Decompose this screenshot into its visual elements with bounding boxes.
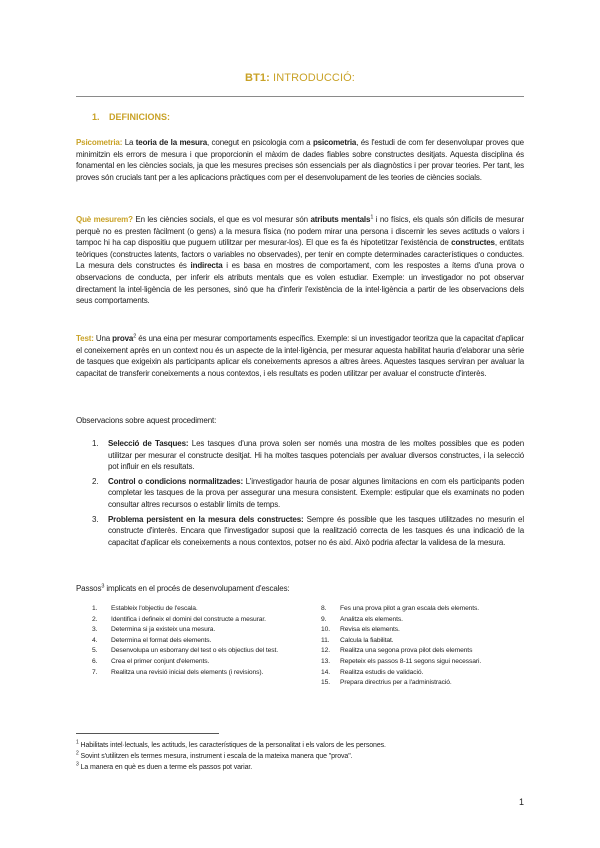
section-number: 1. xyxy=(92,112,100,122)
page-title-text: INTRODUCCIÓ: xyxy=(269,72,355,84)
step-item xyxy=(321,668,526,679)
step-item xyxy=(321,604,526,615)
step-number: 13. xyxy=(321,657,330,665)
step-text: Estableix l'objectiu de l'escala. xyxy=(111,605,198,612)
step-number: 12. xyxy=(321,647,330,655)
passos-intro xyxy=(76,583,524,595)
footnote-text: Habilitats intel·lectuals, les actituds, les característiques de la personalitat i els valors de les persones. xyxy=(78,742,386,749)
text-run: , és l'estudi de com fer desenvolupar proves que minimitzin els errors de mesura i que proporcionin el màxim de dades fiables sobre constructes desitjats. Aquesta disciplina és fonamental en les ciències socials, ja que les mesures precises són essencials per als diagnòstics i per provar teories. Per tant, les proves són crucials tant per a les aplicacions pràctiques com per el desenvolupament de les teories de ciències socials. xyxy=(76,138,524,182)
bold-run: teoria de la mesura xyxy=(135,138,208,147)
step-number: 4. xyxy=(92,636,98,644)
step-item xyxy=(321,646,526,657)
section-title: DEFINICIONS: xyxy=(109,112,171,122)
page-title-code: BT1: xyxy=(245,72,270,84)
step-item xyxy=(321,615,526,626)
step-item xyxy=(92,646,297,657)
text-run: La xyxy=(122,138,136,147)
step-text: Determina si ja existeix una mesura. xyxy=(111,626,216,634)
list-item-number: 2. xyxy=(92,476,99,486)
step-item xyxy=(92,657,297,668)
bold-run: atributs mentals xyxy=(310,215,371,224)
step-text: Repeteix els passos 8-11 segons sigui necessari. xyxy=(340,657,482,665)
step-text: Fes una prova pilot a gran escala dels elements. xyxy=(340,605,480,612)
step-number: 7. xyxy=(92,668,98,676)
observacions-list xyxy=(92,438,524,551)
step-number: 2. xyxy=(92,615,98,623)
bold-run: psicometria xyxy=(312,138,357,147)
footnote xyxy=(76,762,524,773)
footnote xyxy=(76,740,524,751)
paragraph-que-mesurem xyxy=(76,214,524,307)
step-item xyxy=(92,604,297,615)
step-item xyxy=(92,625,297,636)
title-divider xyxy=(76,96,524,97)
step-text: Revisa els elements. xyxy=(340,626,400,634)
text-run: Passos xyxy=(76,584,102,593)
step-number: 8. xyxy=(321,605,327,612)
list-item-title: Selecció de Tasques: xyxy=(108,439,189,448)
step-item xyxy=(321,657,526,668)
bold-run: indirecta xyxy=(190,261,223,271)
list-item-text: Sempre és possible que les tasques utilitzades no mesurin el constructe d'interès. Encara que l'investigador suposi que la realització correcta de les tasques és una indicació de la capacitat d'aplicar els coneixements a nous contextos, potser no és així. Això podria afectar la validesa de la mesura. xyxy=(108,514,524,547)
text-run: Una xyxy=(93,334,113,343)
term-que-mesurem: Què mesurem? xyxy=(76,215,133,224)
footnote xyxy=(76,751,524,762)
step-number: 6. xyxy=(92,657,98,665)
step-text: Realitza una revisió inicial dels elements (i revisions). xyxy=(111,668,264,676)
step-text: Determina el format dels elements. xyxy=(111,636,212,644)
footnote-text: La manera en què es duen a terme els passos pot variar. xyxy=(78,764,253,771)
step-number: 9. xyxy=(321,615,327,623)
bold-run: prova xyxy=(112,334,134,343)
step-text: Prepara directrius per a l'administració. xyxy=(340,679,452,687)
step-text: Desenvolupa un esborrany del test o els objectius del test. xyxy=(111,647,278,655)
step-number: 5. xyxy=(92,647,98,655)
step-item xyxy=(321,678,526,689)
step-item xyxy=(92,668,297,679)
footnote-text: Sovint s'utilitzen els termes mesura, instrument i escala de la mateixa manera que "prova". xyxy=(78,753,353,760)
step-item xyxy=(321,625,526,636)
footnotes xyxy=(76,740,524,773)
page-title xyxy=(0,72,600,84)
page-number: 1 xyxy=(518,797,524,807)
observacions-intro: Observacions sobre aquest procediment: xyxy=(76,416,217,425)
footnote-ref: 1 xyxy=(370,214,374,221)
step-text: Analitza els elements. xyxy=(340,615,403,623)
step-number: 10. xyxy=(321,626,330,634)
step-number: 14. xyxy=(321,668,330,676)
footnote-divider xyxy=(76,733,219,734)
term-test: Test: xyxy=(76,334,94,343)
list-item xyxy=(92,438,524,473)
list-item-text: L'investigador hauria de posar algunes limitacions en com els participants poden completar les tasques de la prova per assegurar una mesura consistent. Exemple: estipular que els examinats no poden consultar altres recursos o establir límits de temps. xyxy=(108,476,524,509)
step-text: Realitza una segona prova pilot dels elements xyxy=(340,647,473,655)
footnote-number: 1 xyxy=(76,739,79,746)
text-run: , conegut en psicologia com a xyxy=(207,138,313,147)
list-item-number: 1. xyxy=(92,439,99,448)
text-run: implicats en el procés de desenvolupament d'escales: xyxy=(104,584,290,593)
step-item xyxy=(92,636,297,647)
text-run: En les ciències socials, el que es vol mesurar són xyxy=(132,215,311,224)
footnote-number: 2 xyxy=(76,750,79,757)
step-number: 1. xyxy=(92,605,98,612)
step-item xyxy=(321,636,526,647)
step-item xyxy=(92,615,297,626)
list-item-text: Les tasques d'una prova solen ser només una mostra de les moltes possibles que es poden utilitzar per mesurar el constructe desitjat. Hi ha moltes tasques potencials per avaluar diversos constructes, i la selecció pot influir en els resultats. xyxy=(108,439,524,472)
bold-run: constructes xyxy=(451,238,495,248)
text-run: i es basa en mostres de comportament, com les respostes a ítems d'una prova o observacions de conducta, per inferir els atributs mentals que es volen estudiar. Exemple: un investigador no pot observar directament la intel·ligència de les persones, sinó que ha d'inferir l'existència de la intel·ligència a partir de les observacions dels seus comportaments. xyxy=(76,261,524,306)
section-heading xyxy=(92,112,170,122)
list-item xyxy=(92,514,524,549)
footnote-ref: 3 xyxy=(101,583,105,590)
paragraph-psicometria xyxy=(76,137,524,183)
text-run: , entitats teòriques (constructes latents, factors o variables no observades), per tenir en compte determinades característiques o conductes. La mesura dels constructes és xyxy=(76,238,524,271)
step-number: 3. xyxy=(92,626,98,634)
step-text: Calcula la fiabilitat. xyxy=(340,636,394,644)
list-item-title: Control o condicions normalitzades: xyxy=(108,476,243,486)
list-item-title: Problema persistent en la mesura dels constructes: xyxy=(108,514,304,524)
list-item xyxy=(92,476,524,511)
step-text: Realitza estudis de validació. xyxy=(340,668,424,676)
footnote-number: 3 xyxy=(76,761,79,768)
steps-column-1 xyxy=(92,604,297,678)
footnote-ref: 2 xyxy=(133,333,137,340)
list-item-number: 3. xyxy=(92,514,99,524)
term-psicometria: Psicometria: xyxy=(76,138,123,147)
steps-column-2 xyxy=(321,604,526,689)
step-number: 15. xyxy=(321,679,330,687)
text-run: i no físics, els quals són difícils de mesurar perquè no es presten fàcilment (o gens) a la mesura física (no podem mirar una persona i discernir les seves actituds o valors i tampoc hi ha cap dispositiu que puguem utilitzar per mesurar-los). El que es fa és hipotetitzar l'existència de xyxy=(76,215,524,248)
step-text: Identifica i defineix el domini del constructe a mesurar. xyxy=(111,615,266,623)
step-number: 11. xyxy=(321,636,330,644)
text-run: és una eina per mesurar comportaments específics. Exemple: si un investigador teoritza que la capacitat d'aplicar el coneixement après en un context nou és un aspecte de la intel·ligència, per mesurar aquesta habilitat hauria d'elaborar una sèrie de tasques que exigeixin als participants aplicar els coneixements apresos a altres àrees. Aquestes tasques serviran per avaluar la capacitat de transferir coneixements a nous contextos, i els resultats es poden utilitzar per avaluar el constructe d'interès. xyxy=(76,334,524,378)
step-text: Crea el primer conjunt d'elements. xyxy=(111,657,210,665)
paragraph-test xyxy=(76,333,524,379)
